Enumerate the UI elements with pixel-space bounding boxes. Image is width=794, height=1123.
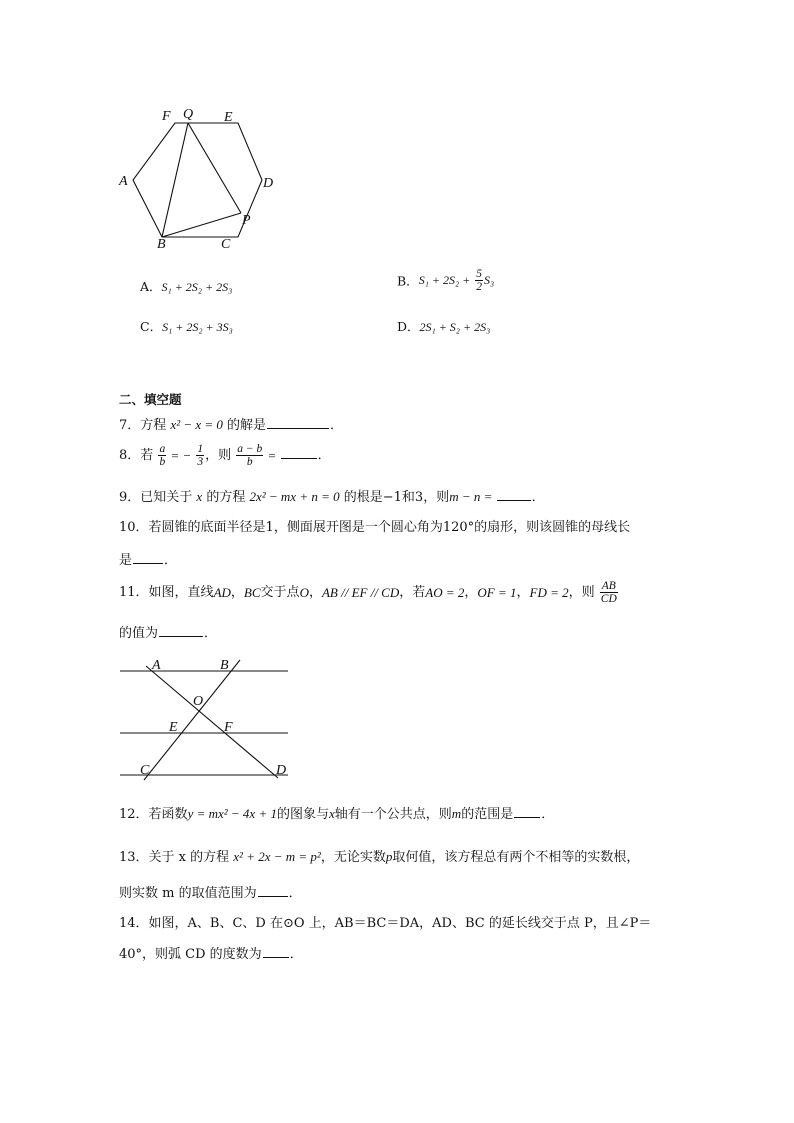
label-D: D [276, 763, 287, 778]
question-10-line2: 是 ． [119, 553, 178, 568]
question-13-line1: 13．关于 x 的方程 x² + 2x − m = p²，无论实数p取何值，该方程总有两个不相等的实数根， [119, 849, 640, 865]
line-AD [146, 666, 278, 778]
label-F: F [162, 109, 171, 124]
option-d-expr: 2S₁ + S₂ + 2S₃ [419, 320, 491, 334]
label-O: O [193, 694, 204, 709]
option-a-letter: A． [140, 279, 162, 294]
option-b[interactable] [397, 268, 494, 293]
option-d[interactable] [397, 317, 490, 335]
option-d-letter: D． [397, 319, 420, 334]
question-9: 9．已知关于 x 的方程 2x² − mx + n = 0 的根是−1和3，则m − n = ． [119, 489, 545, 505]
section-title: 二、填空题 [119, 392, 182, 407]
option-c-expr: S₁ + 2S₂ + 3S₃ [162, 320, 233, 334]
option-b-fraction: $\frac{5}{2}$ [476, 268, 482, 294]
label-C: C [140, 763, 150, 778]
answer-blank-8[interactable] [281, 457, 317, 459]
label-B: B [157, 237, 166, 252]
label-C: C [221, 237, 231, 252]
answer-blank-13[interactable] [258, 895, 288, 897]
answer-blank-7[interactable] [267, 427, 329, 429]
option-a-expr: S₁ + 2S₂ + 2S₃ [161, 280, 233, 294]
label-P: P [242, 213, 251, 228]
answer-blank-10[interactable] [133, 562, 163, 564]
answer-blank-14[interactable] [263, 956, 289, 958]
option-b-expr-tail: S₃ [483, 273, 495, 288]
question-13-line2: 则实数 m 的取值范围为 ． [119, 886, 302, 901]
answer-blank-11[interactable] [159, 635, 203, 637]
question-10-line1: 10．若圆锥的底面半径是1，侧面展开图是一个圆心角为120°的扇形，则该圆锥的母线长 [119, 520, 631, 535]
label-E: E [224, 110, 233, 125]
question-8: 8．若 $\frac{a}{b}$ = − $\frac{1}{3}$ ，则 $\frac{a - b}{b}$ = ． [119, 443, 331, 469]
parallel-lines-figure [110, 650, 300, 785]
question-11-line1: 11．如图，直线AD，BC交于点O，AB // EF // CD，若AO = 2，OF = 1，FD = 2，则 $\frac{AB}{CD}$ [119, 580, 617, 606]
label-D: D [263, 176, 274, 191]
option-b-expr: S₁ + 2S₂ + [418, 273, 471, 288]
segment-BP [162, 213, 241, 237]
question-11-line2: 的值为 ． [119, 626, 218, 641]
option-b-letter: B． [397, 273, 419, 289]
label-Q: Q [183, 107, 194, 122]
label-F: F [224, 720, 233, 735]
option-c-letter: C． [140, 319, 163, 334]
label-E: E [169, 720, 178, 735]
segment-QP [188, 123, 241, 213]
question-12: 12．若函数y = mx² − 4x + 1的图象与x轴有一个公共点，则m的范围是 ． [119, 806, 555, 822]
label-B: B [220, 658, 229, 673]
question-14-line1: 14．如图，A、B、C、D 在⊙O 上，AB＝BC＝DA，AD、BC 的延长线交于点 P，且∠P＝ [119, 916, 652, 931]
answer-blank-9[interactable] [497, 499, 531, 501]
label-A: A [152, 658, 161, 673]
option-c[interactable] [140, 317, 233, 335]
question-14-line2: 40°，则弧 CD 的度数为 ． [119, 947, 303, 962]
label-A: A [119, 174, 128, 189]
answer-blank-12[interactable] [514, 816, 540, 818]
option-a[interactable] [140, 277, 232, 295]
hexagon-figure [110, 100, 290, 260]
segment-BQ [162, 123, 188, 237]
question-7: 7．方程 x² − x = 0 的解是 ． [119, 417, 344, 433]
